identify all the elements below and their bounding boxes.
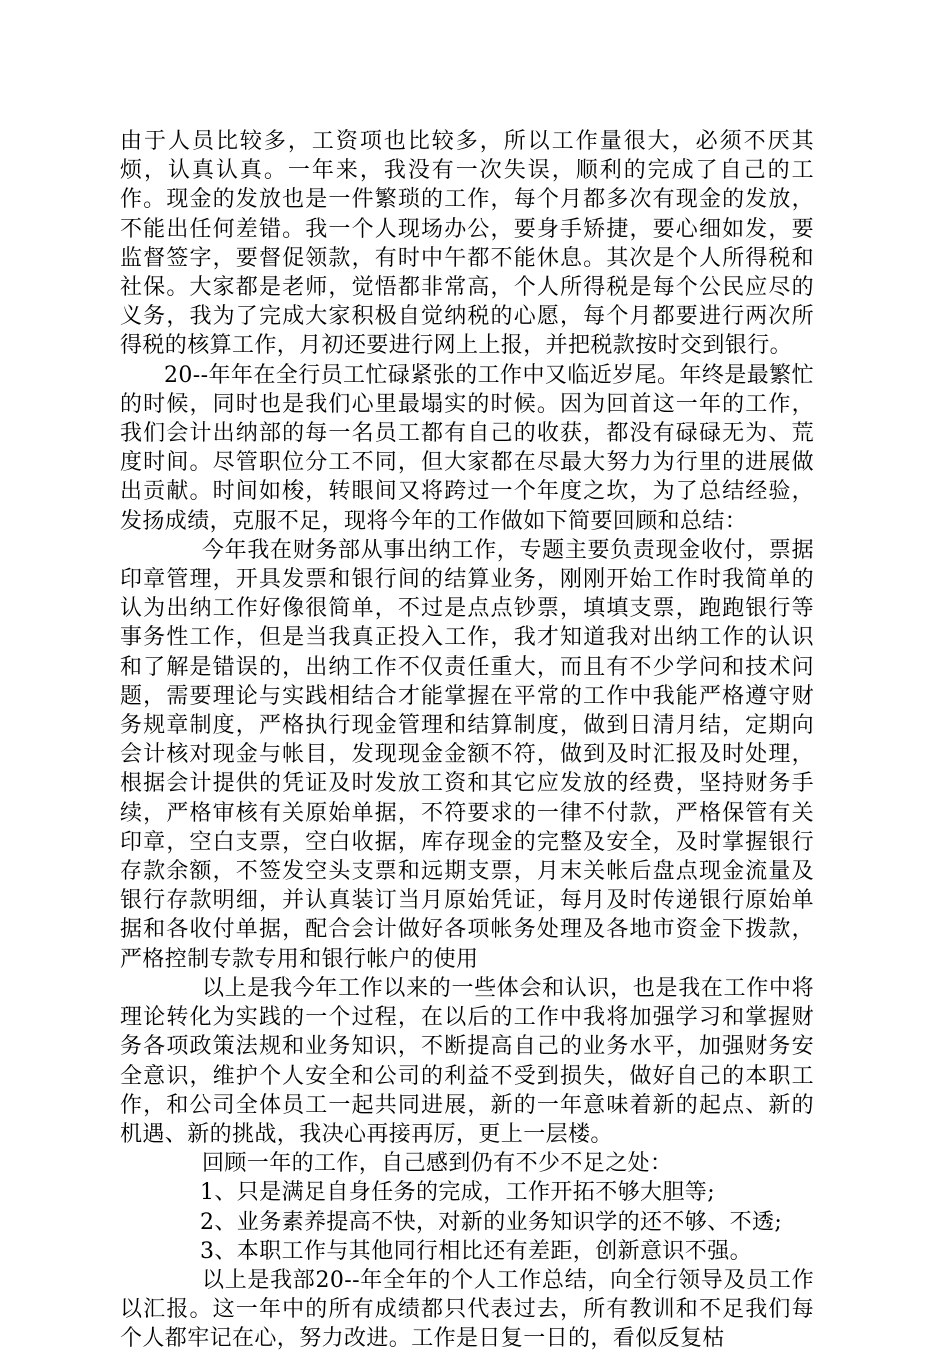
paragraph-year-end-intro: 20--年年在全行员工忙碌紧张的工作中又临近岁尾。年终是最繁忙的时候，同时也是我们心里最塌实的时候。因为回首这一年的工作，我们会计出纳部的每一名员工都有自己的收获，都没有碌碌无为、荒度时间。尽管职位分工不同，但大家都在尽最大努力为行里的进展做出贡献。时间如梭，转眼间又将跨过一个年度之坎，为了总结经验，发扬成绩，克服不足，现将今年的工作做如下简要回顾和总结： [120,362,814,534]
paragraph-closing: 以上是我部20--年全年的个人工作总结，向全行领导及员工作以汇报。这一年中的所有成绩都只代表过去，所有教训和不足我们每个人都牢记在心，努力改进。工作是日复一日的，看似反复枯 [120,1267,814,1352]
list-item: 2、业务素养提高不快，对新的业务知识学的还不够、不透; [200,1209,783,1235]
paragraph-shortcomings-intro: 回顾一年的工作，自己感到仍有不少不足之处： [202,1151,673,1177]
list-item: 1、只是满足自身任务的完成，工作开拓不够大胆等; [200,1180,716,1206]
paragraph-cashier-duties: 今年我在财务部从事出纳工作，专题主要负责现金收付，票据印章管理，开具发票和银行间的结算业务，刚刚开始工作时我简单的认为出纳工作好像很简单，不过是点点钞票，填填支票，跑跑银行等事务性工作，但是当我真正投入工作，我才知道我对出纳工作的认识和了解是错误的，出纳工作不仅责任重大，而且有不少学问和技术问题，需要理论与实践相结合才能掌握在平常的工作中我能严格遵守财务规章制度，严格执行现金管理和结算制度，做到日清月结，定期向会计核对现金与帐目，发现现金金额不符，做到及时汇报及时处理，根据会计提供的凭证及时发放工资和其它应发放的经费，坚持财务手续，严格审核有关原始单据，不符要求的一律不付款，严格保管有关印章，空白支票，空白收据，库存现金的完整及安全，及时掌握银行存款余额，不签发空头支票和远期支票，月末关帐后盘点现金流量及银行存款明细，并认真装订当月原始凭证，每月及时传递银行原始单据和各收付单据，配合会计做好各项帐务处理及各地市资金下拨款，严格控制专款专用和银行帐户的使用 [120,537,814,972]
paragraph-salary-and-tax: 由于人员比较多，工资项也比较多，所以工作量很大，必须不厌其烦，认真认真。一年来，我没有一次失误，顺利的完成了自己的工作。现金的发放也是一件繁琐的工作，每个月都多次有现金的发放，不能出任何差错。我一个人现场办公，要身手矫捷，要心细如发，要监督签字，要督促领款，有时中午都不能休息。其次是个人所得税和社保。大家都是老师，觉悟都非常高，个人所得税是每个公民应尽的义务，我为了完成大家积极自觉纳税的心愿，每个月都要进行两次所得税的核算工作，月初还要进行网上上报，并把税款按时交到银行。 [120,129,814,359]
list-item: 3、本职工作与其他同行相比还有差距，创新意识不强。 [200,1238,752,1264]
paragraph-reflections: 以上是我今年工作以来的一些体会和认识，也是我在工作中将理论转化为实践的一个过程，在以后的工作中我将加强学习和掌握财务各项政策法规和业务知识，不断提高自己的业务水平，加强财务安全意识，维护个人安全和公司的利益不受到损失，做好自己的本职工作，和公司全体员工一起共同进展，新的一年意味着新的起点、新的机遇、新的挑战，我决心再接再厉，更上一层楼。 [120,975,814,1147]
document-body [120,127,814,1354]
